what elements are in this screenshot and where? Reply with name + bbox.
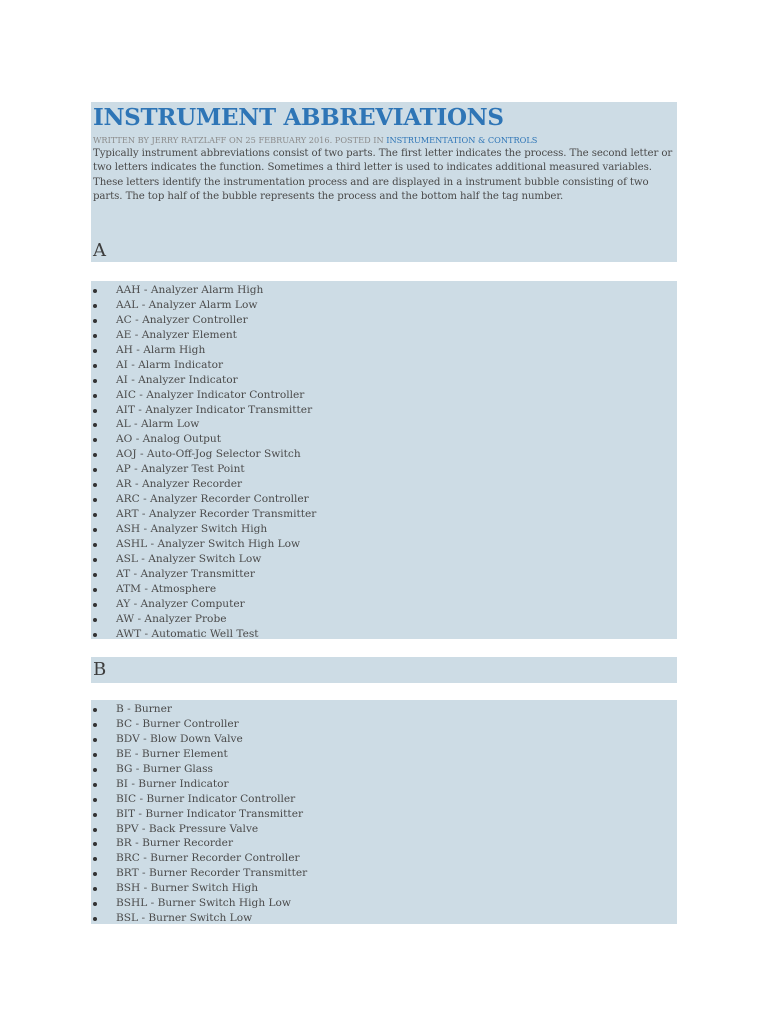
bullet-icon: [93, 783, 97, 787]
list-item: [91, 866, 677, 881]
bullet-icon: [93, 828, 97, 832]
list-item-text: ASH - Analyzer Switch High: [116, 523, 268, 535]
bullet-icon: [93, 468, 97, 472]
list-item-text: ART - Analyzer Recorder Transmitter: [116, 508, 317, 521]
bullet-icon: [93, 409, 97, 413]
bullet-icon: [93, 483, 97, 487]
list-item-text: BSL - Burner Switch Low: [116, 912, 253, 925]
list-item: [91, 896, 677, 911]
bullet-icon: [93, 573, 97, 577]
list-item-text: AIC - Analyzer Indicator Controller: [116, 388, 305, 401]
list-item-text: ATM - Atmosphere: [116, 582, 217, 595]
bullet-icon: [93, 842, 97, 846]
list-item-text: ASL - Analyzer Switch Low: [116, 552, 262, 565]
list-item-text: BIC - Burner Indicator Controller: [116, 792, 296, 805]
abbreviation-list-b: [91, 700, 677, 926]
bullet-icon: [93, 364, 97, 368]
list-item-text: BDV - Blow Down Valve: [116, 732, 243, 745]
list-item: [91, 851, 677, 866]
list-item-text: AT - Analyzer Transmitter: [116, 567, 255, 580]
section-heading-b: B: [93, 659, 107, 680]
list-item: [91, 537, 677, 552]
list-item: [91, 283, 677, 298]
bullet-icon: [93, 423, 97, 427]
list-item-text: BRC - Burner Recorder Controller: [116, 852, 300, 865]
list-item: [91, 373, 677, 388]
bullet-icon: [93, 588, 97, 592]
list-item-text: AWT - Automatic Well Test: [116, 627, 259, 640]
list-item: [91, 777, 677, 792]
list-item: [91, 582, 677, 597]
list-item-text: BPV - Back Pressure Valve: [116, 822, 259, 835]
list-item: [91, 358, 677, 373]
bullet-icon: [93, 618, 97, 622]
list-item: [91, 492, 677, 507]
list-item: [91, 836, 677, 851]
list-item: [91, 702, 677, 717]
bullet-icon: [93, 379, 97, 383]
list-item-text: AAL - Analyzer Alarm Low: [116, 298, 258, 311]
list-item-text: BRT - Burner Recorder Transmitter: [116, 867, 308, 880]
bullet-icon: [93, 813, 97, 817]
bullet-icon: [93, 768, 97, 772]
list-item: [91, 911, 677, 926]
section-heading-a: A: [93, 240, 106, 261]
list-item: [91, 432, 677, 447]
list-item-text: BI - Burner Indicator: [116, 777, 229, 790]
list-item: [91, 462, 677, 477]
list-item-text: AI - Analyzer Indicator: [116, 373, 238, 386]
bullet-icon: [93, 708, 97, 712]
list-item-text: AW - Analyzer Probe: [116, 612, 227, 625]
section-b-list-block: [91, 700, 677, 924]
list-item: [91, 567, 677, 582]
bullet-icon: [93, 289, 97, 293]
list-item: [91, 477, 677, 492]
list-item: [91, 552, 677, 567]
list-item: [91, 762, 677, 777]
list-item-text: AP - Analyzer Test Point: [116, 463, 245, 476]
bullet-icon: [93, 633, 97, 637]
bullet-icon: [93, 349, 97, 353]
bullet-icon: [93, 738, 97, 742]
bullet-icon: [93, 902, 97, 906]
list-item: [91, 507, 677, 522]
list-item-text: BIT - Burner Indicator Transmitter: [116, 807, 304, 820]
list-item: [91, 597, 677, 612]
byline-text: WRITTEN BY JERRY RATZLAFF ON 25 FEBRUARY 2016. POSTED IN: [93, 135, 387, 145]
article-header: [91, 102, 677, 262]
bullet-icon: [93, 723, 97, 727]
list-item: [91, 717, 677, 732]
bullet-icon: [93, 798, 97, 802]
list-item: [91, 822, 677, 837]
list-item: [91, 417, 677, 432]
section-b-heading-block: [91, 657, 677, 683]
list-item: [91, 792, 677, 807]
list-item: [91, 298, 677, 313]
list-item: [91, 328, 677, 343]
list-item: [91, 403, 677, 418]
list-item-text: AY - Analyzer Computer: [116, 597, 245, 610]
page-title: INSTRUMENT ABBREVIATIONS: [93, 104, 504, 131]
list-item: [91, 612, 677, 627]
list-item-text: BSH - Burner Switch High: [116, 882, 259, 895]
list-item: [91, 447, 677, 462]
list-item-text: AL - Alarm Low: [116, 418, 200, 431]
bullet-icon: [93, 603, 97, 607]
list-item: [91, 732, 677, 747]
bullet-icon: [93, 887, 97, 891]
bullet-icon: [93, 857, 97, 861]
list-item-text: AC - Analyzer Controller: [116, 313, 248, 326]
list-item-text: AE - Analyzer Element: [116, 328, 237, 341]
intro-paragraph: Typically instrument abbreviations consist of two parts. The first letter indicates the process. The second letter or two letters indicates the function. Sometimes a third letter is used to indicates additional measured variables. These letters identify the instrumentation process and are displayed in a instrument bubble consisting of two parts. The top half of the bubble represents the process and the bottom half the tag number.: [93, 148, 673, 202]
list-item-text: ARC - Analyzer Recorder Controller: [116, 493, 309, 506]
list-item-text: AR - Analyzer Recorder: [116, 478, 243, 491]
list-item: [91, 881, 677, 896]
list-item: [91, 313, 677, 328]
bullet-icon: [93, 513, 97, 517]
list-item-text: BE - Burner Element: [116, 747, 228, 760]
list-item-text: BSHL - Burner Switch High Low: [116, 897, 291, 910]
abbreviation-list-a: [91, 281, 677, 642]
list-item: [91, 522, 677, 537]
list-item-text: AAH - Analyzer Alarm High: [116, 284, 264, 296]
list-item-text: AI - Alarm Indicator: [116, 358, 224, 371]
list-item: [91, 807, 677, 822]
bullet-icon: [93, 304, 97, 308]
bullet-icon: [93, 453, 97, 457]
bullet-icon: [93, 917, 97, 921]
category-link[interactable]: INSTRUMENTATION & CONTROLS: [386, 135, 538, 145]
bullet-icon: [93, 543, 97, 547]
bullet-icon: [93, 528, 97, 532]
bullet-icon: [93, 319, 97, 323]
bullet-icon: [93, 753, 97, 757]
document-page: [91, 102, 677, 925]
list-item-text: AH - Alarm High: [116, 343, 206, 356]
list-item: [91, 627, 677, 642]
list-item-text: BG - Burner Glass: [116, 762, 213, 775]
list-item: [91, 388, 677, 403]
bullet-icon: [93, 558, 97, 562]
bullet-icon: [93, 334, 97, 338]
list-item: [91, 747, 677, 762]
list-item-text: B - Burner: [116, 703, 172, 715]
list-item-text: AOJ - Auto-Off-Jog Selector Switch: [116, 448, 301, 461]
bullet-icon: [93, 394, 97, 398]
list-item-text: AIT - Analyzer Indicator Transmitter: [116, 403, 313, 416]
bullet-icon: [93, 438, 97, 442]
bullet-icon: [93, 872, 97, 876]
bullet-icon: [93, 498, 97, 502]
list-item: [91, 343, 677, 358]
list-item-text: BR - Burner Recorder: [116, 837, 234, 850]
section-a-list-block: [91, 281, 677, 639]
byline: [93, 135, 675, 146]
list-item-text: AO - Analog Output: [116, 433, 221, 446]
list-item-text: ASHL - Analyzer Switch High Low: [116, 537, 301, 550]
list-item-text: BC - Burner Controller: [116, 717, 239, 730]
